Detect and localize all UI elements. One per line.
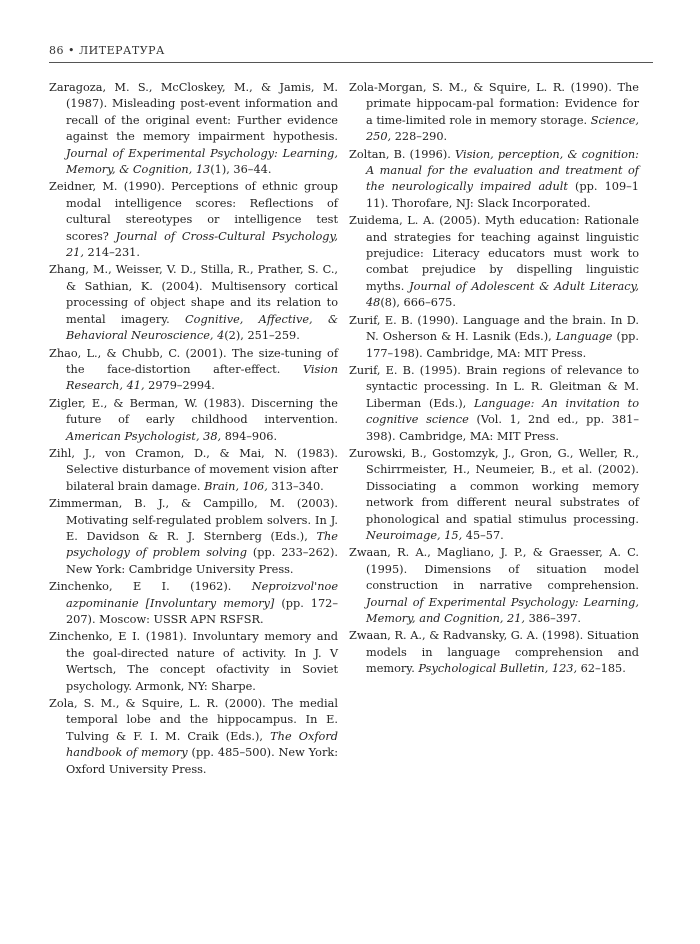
reference-entry: Zoltan, B. (1996). Vision, perception, & cognition: A manual for the evaluation and treatment of the neurologically impaired adult (pp. 109–1 11). Thorofare, NJ: Slack Incorporated.	[349, 147, 639, 210]
header-separator: •	[68, 44, 75, 57]
reference-entry: Zurif, E. B. (1990). Language and the brain. In D. N. Osherson & H. Lasnik (Eds.), Language (pp. 177–198). Cambridge, MA: MIT Press.	[349, 313, 639, 360]
reference-entry: Zola, S. M., & Squire, L. R. (2000). The medial temporal lobe and the hippocampus. In E. Tulving & F. I. M. Craik (Eds.), The Oxford handbook of memory (pp. 485–500). New York: Oxford University Press.	[49, 697, 338, 776]
reference-entry: Zwaan, R. A., Magliano, J. P., & Graesser, A. C. (1995). Dimensions of situation model construction in narrative comprehension. Journal of Experimental Psychology: Learning, Memory, and Cognition, 21, 386–397.	[349, 546, 639, 625]
reference-entry: Zigler, E., & Berman, W. (1983). Discerning the future of early childhood intervention. American Psychologist, 38, 894–906.	[49, 396, 338, 443]
reference-entry: Zwaan, R. A., & Radvansky, G. A. (1998). Situation models in language comprehension and memory. Psychological Bulletin, 123, 62–185.	[349, 629, 639, 676]
page-number: 86	[49, 44, 64, 57]
section-title: ЛИТЕРАТУРА	[79, 44, 165, 57]
reference-entry: Zurif, E. B. (1995). Brain regions of relevance to syntactic processing. In L. R. Gleitman & M. Liberman (Eds.), Language: An invitation to cognitive science (Vol. 1, 2nd ed., pp. 381–398). Cambridge, MA: MIT Press.	[349, 363, 639, 443]
header-rule	[49, 62, 653, 63]
reference-entry: Zeidner, M. (1990). Perceptions of ethnic group modal intelligence scores: Reflections of cultural stereotypes or intelligence test scores? Journal of Cross-Cultural Psychology, 21, 214–231.	[49, 180, 338, 260]
page-header	[49, 44, 653, 57]
reference-entry: Zhang, M., Weisser, V. D., Stilla, R., Prather, S. C., & Sathian, K. (2004). Multisensory cortical processing of object shape and its relation to mental imagery. Cognitive, Affective, & Behavioral Neuroscience, 4(2), 251–259.	[49, 263, 338, 343]
reference-entry: Zinchenko, E I. (1962). Neproizvol'noe azpominanie [Involuntary memory] (pp. 172–207). Moscow: USSR APN RSFSR.	[49, 580, 339, 626]
reference-entry: Zola-Morgan, S. M., & Squire, L. R. (1990). The primate hippocam-pal formation: Evidence for a time-limited role in memory storage. Science, 250, 228–290.	[349, 81, 639, 144]
left-column	[49, 80, 338, 779]
reference-entry: Zurowski, B., Gostomzyk, J., Gron, G., Weller, R., Schirrmeister, H., Neumeier, B., et al. (2002). Dissociating a common working memory network from different neural substrates of phonological and spatial stimulus processing. Neuroimage, 15, 45–57.	[349, 446, 639, 542]
right-column	[349, 80, 639, 679]
reference-entry: Zihl, J., von Cramon, D., & Mai, N. (1983). Selective disturbance of movement vision after bilateral brain damage. Brain, 106, 313–340.	[49, 446, 338, 493]
reference-entry: Zaragoza, M. S., McCloskey, M., & Jamis, M. (1987). Misleading post-event information and recall of the original event: Further evidence against the memory impairment hypothesis. Journal of Experimental Psychology: Learning, Memory, & Cognition, 13(1), 36–44.	[49, 81, 338, 177]
reference-entry: Zuidema, L. A. (2005). Myth education: Rationale and strategies for teaching against linguistic prejudice: Literacy educators must work to combat prejudice by dispelling linguistic myths. Journal of Adolescent & Adult Literacy, 48(8), 666–675.	[349, 214, 639, 310]
reference-entry: Zinchenko, E I. (1981). Involuntary memory and the goal-directed nature of activity. In J. V Wertsch, The concept ofactivity in Soviet psychology. Armonk, NY: Sharpe.	[49, 630, 338, 693]
reference-entry: Zhao, L., & Chubb, C. (2001). The size-tuning of the face-distortion after-effect. Vision Research, 41, 2979–2994.	[49, 346, 338, 393]
reference-entry: Zimmerman, B. J., & Campillo, M. (2003). Motivating self-regulated problem solvers. In J. E. Davidson & R. J. Sternberg (Eds.), The psychology of problem solving (pp. 233–262). New York: Cambridge University Press.	[49, 497, 338, 576]
